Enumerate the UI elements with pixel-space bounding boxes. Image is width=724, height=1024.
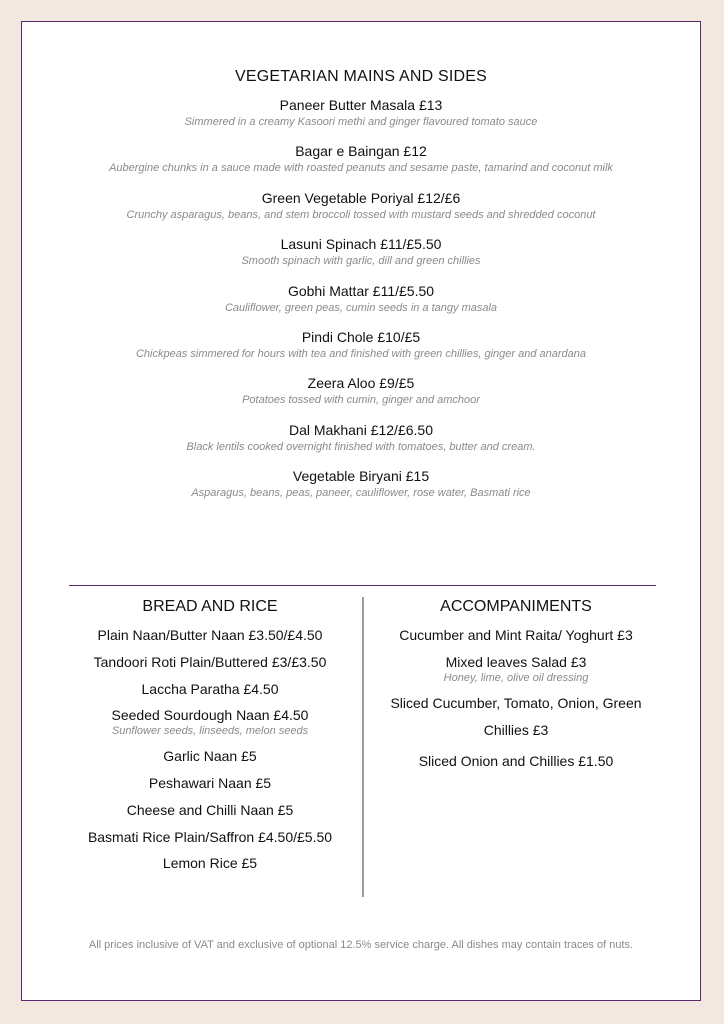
list-item: [62, 828, 358, 846]
menu-item-name: Gobhi Mattar £11/£5.50: [287, 282, 435, 299]
menu-item-description: Potatoes tossed with cumin, ginger and amchoor: [242, 394, 480, 407]
list-item-name: Lemon Rice £5: [162, 855, 258, 872]
section-divider: [69, 585, 656, 586]
list-item-name: Sliced Cucumber, Tomato, Onion, Green Chillies £3: [390, 694, 642, 738]
list-item-name: Cheese and Chilli Naan £5: [126, 801, 294, 818]
footer-note: All prices inclusive of VAT and exclusive of optional 12.5% service charge. All dishes may contain traces of nuts.: [88, 939, 634, 951]
menu-item-description: Aubergine chunks in a sauce made with roasted peanuts and sesame paste, tamarind and coconut milk: [109, 162, 613, 175]
list-item: [372, 690, 660, 744]
menu-item-description: Cauliflower, green peas, cumin seeds in a tangy masala: [224, 301, 498, 314]
list-item: [62, 774, 358, 792]
section-title-accompaniments: ACCOMPANIMENTS: [440, 598, 592, 615]
menu-item: [22, 468, 700, 500]
list-item: [62, 706, 358, 738]
menu-item-name: Paneer Butter Masala £13: [279, 97, 443, 113]
menu-item-description: Black lentils cooked overnight finished with tomatoes, butter and cream.: [186, 440, 536, 453]
list-item: [372, 626, 660, 644]
menu-item-description: Smooth spinach with garlic, dill and green chillies: [241, 255, 481, 268]
menu-item-description: Asparagus, beans, peas, paneer, cauliflower, rose water, Basmati rice: [191, 487, 531, 500]
menu-item: [22, 143, 700, 175]
column-divider: [362, 597, 364, 897]
list-item-name: Laccha Paratha £4.50: [141, 680, 279, 697]
menu-page: [21, 21, 701, 1001]
list-item-name: Sliced Onion and Chillies £1.50: [418, 753, 614, 770]
menu-item: [22, 283, 700, 315]
menu-item-name: Dal Makhani £12/£6.50: [289, 421, 433, 438]
accompaniments-list: [372, 626, 660, 770]
list-item: [62, 854, 358, 872]
menu-item-name: Vegetable Biryani £15: [292, 468, 430, 485]
list-item-description: Honey, lime, olive oil dressing: [443, 671, 589, 684]
list-item: [62, 626, 358, 644]
bread-rice-list: [62, 626, 358, 872]
list-item: [62, 801, 358, 819]
menu-item-description: Chickpeas simmered for hours with tea and finished with green chillies, ginger and anardana: [135, 348, 587, 360]
menu-item: [22, 422, 700, 454]
section-title-bread-rice: BREAD AND RICE: [142, 598, 278, 615]
list-item: [62, 680, 358, 698]
list-item: [62, 653, 358, 671]
menu-item-name: Pindi Chole £10/£5: [301, 329, 421, 345]
menu-item-name: Zeera Aloo £9/£5: [307, 375, 415, 392]
list-item: [372, 752, 660, 770]
accompaniments-column: [372, 596, 660, 779]
list-item-name: Mixed leaves Salad £3: [445, 653, 587, 670]
list-item-description: Sunflower seeds, linseeds, melon seeds: [111, 725, 309, 738]
menu-item-name: Bagar e Baingan £12: [295, 143, 427, 160]
menu-item: [22, 190, 700, 222]
menu-item-name: Green Vegetable Poriyal £12/£6: [261, 189, 461, 206]
list-item-name: Tandoori Roti Plain/Buttered £3/£3.50: [93, 653, 327, 670]
menu-item-name: Lasuni Spinach £11/£5.50: [280, 236, 442, 253]
list-item-name: Basmati Rice Plain/Saffron £4.50/£5.50: [87, 828, 333, 845]
menu-item-description: Crunchy asparagus, beans, and stem broccoli tossed with mustard seeds and shredded coconut: [126, 208, 596, 221]
menu-item: [22, 236, 700, 268]
section-title-vegetarian: VEGETARIAN MAINS AND SIDES: [234, 68, 488, 85]
list-item-name: Peshawari Naan £5: [148, 774, 272, 791]
list-item: [62, 747, 358, 765]
list-item-name: Seeded Sourdough Naan £4.50: [111, 707, 309, 724]
menu-item: [22, 97, 700, 129]
list-item-name: Plain Naan/Butter Naan £3.50/£4.50: [97, 627, 323, 643]
menu-item: [22, 329, 700, 361]
bread-and-rice-column: [62, 596, 358, 881]
menu-item-description: Simmered in a creamy Kasoori methi and ginger flavoured tomato sauce: [184, 116, 538, 128]
list-item-name: Garlic Naan £5: [163, 748, 257, 765]
list-item-name: Cucumber and Mint Raita/ Yoghurt £3: [399, 627, 633, 643]
list-item: [372, 653, 660, 685]
menu-item: [22, 375, 700, 407]
